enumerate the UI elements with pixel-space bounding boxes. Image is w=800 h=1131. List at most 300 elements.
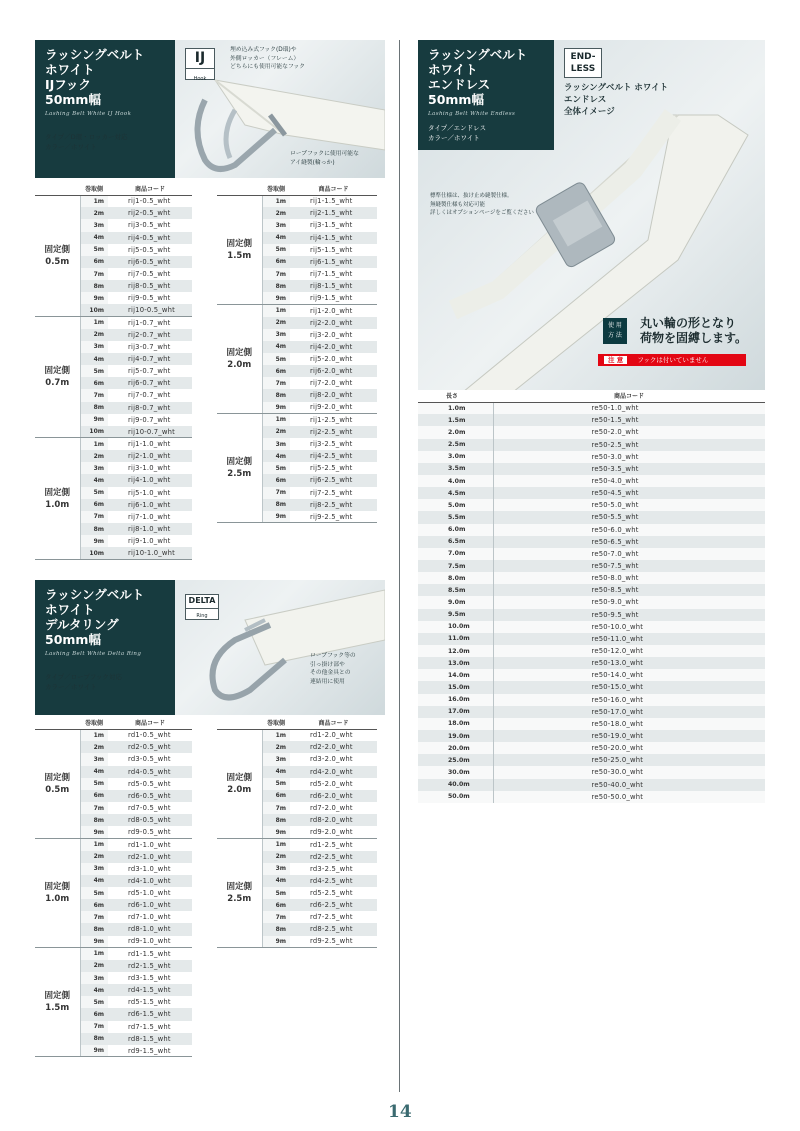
reel-length: 9m [262, 936, 290, 948]
delta-type: タイプ／ロープフック対応 [45, 673, 122, 681]
product-code: rij2-1.5_wht [290, 207, 377, 219]
column-divider [399, 40, 400, 1092]
product-code: re50-8.0_wht [493, 572, 765, 584]
belt-length: 5.5m [418, 511, 493, 523]
fixed-side-label [217, 838, 262, 947]
table-row [35, 729, 192, 741]
ij-hook-banner [35, 40, 385, 178]
ij-color: カラー／ホワイト [45, 143, 97, 151]
product-code: rd6-1.5_wht [108, 1008, 192, 1020]
ij-table-right [217, 183, 377, 523]
product-code: rij8-2.5_wht [290, 499, 377, 511]
ij-subtitle: Lashing Belt White IJ Hook [45, 111, 132, 117]
usage-label-line: 方 法 [608, 332, 622, 339]
reel-length: 2m [262, 207, 290, 219]
fixed-side-length: 1.0m [45, 894, 70, 905]
reel-length: 3m [80, 863, 108, 875]
table-row [418, 426, 765, 438]
product-code: rij7-2.5_wht [310, 488, 353, 497]
reel-length: 4m [262, 450, 290, 462]
reel-length: 1m [262, 304, 290, 316]
reel-length: 3m [80, 219, 108, 231]
product-code: rij7-1.5_wht [310, 270, 353, 279]
product-code: rd5-1.0_wht [128, 889, 171, 898]
belt-length: 6.5m [418, 536, 493, 548]
product-code: re50-7.0_wht [493, 548, 765, 560]
reel-length: 9m [262, 402, 290, 414]
product-code: rij8-0.5_wht [108, 280, 192, 292]
fixed-side-label-line: 固定側 [44, 772, 70, 783]
reel-length: 1m [80, 438, 108, 450]
belt-length: 50.0m [418, 791, 493, 803]
product-code: rd2-0.5_wht [108, 741, 192, 753]
product-code: re50-9.5_wht [493, 609, 765, 621]
product-code: rij6-1.5_wht [290, 256, 377, 268]
ij-note-top-line: 外側ロッカー（フレーム） [230, 55, 300, 62]
product-code: re50-2.0_wht [493, 426, 765, 438]
endless-caption-line: エンドレス [564, 95, 607, 105]
product-code: rd8-2.0_wht [290, 814, 377, 826]
table-row [418, 463, 765, 475]
product-code: rd7-1.5_wht [128, 1022, 171, 1031]
belt-length: 30.0m [418, 766, 493, 778]
ij-badge [185, 48, 215, 80]
reel-length: 7m [80, 268, 108, 280]
product-code: re50-1.0_wht [493, 402, 765, 414]
table-row [418, 475, 765, 487]
delta-title-line2: ホワイト [45, 602, 95, 617]
fixed-side-length: 1.5m [227, 250, 252, 261]
reel-length: 1m [80, 317, 108, 329]
product-code: rij9-0.7_wht [128, 415, 171, 424]
belt-length: 3.0m [418, 451, 493, 463]
product-code: rij3-1.5_wht [310, 221, 353, 230]
product-code: rd5-0.5_wht [128, 779, 171, 788]
fixed-side-label-line: 固定側 [44, 882, 70, 893]
product-code: re50-25.0_wht [493, 754, 765, 766]
reel-length: 5m [262, 778, 290, 790]
reel-length: 2m [262, 741, 290, 753]
header-empty [35, 717, 80, 729]
table-header [217, 183, 377, 195]
product-code: rd2-1.5_wht [108, 960, 192, 972]
delta-badge-sub: Ring [186, 608, 218, 622]
reel-length: 4m [80, 875, 108, 887]
belt-length: 1.5m [418, 414, 493, 426]
header-length: 巻取側 [262, 183, 290, 195]
product-code: rij1-2.5_wht [310, 415, 353, 424]
belt-length: 17.0m [418, 706, 493, 718]
reel-length: 1m [262, 729, 290, 741]
reel-length: 2m [80, 450, 108, 462]
product-code: rij5-0.7_wht [128, 367, 171, 376]
product-code: re50-6.5_wht [493, 536, 765, 548]
reel-length: 3m [262, 753, 290, 765]
ij-badge-main: IJ [194, 50, 206, 66]
product-code: rij4-2.5_wht [290, 450, 377, 462]
product-code: re50-40.0_wht [493, 779, 765, 791]
product-code: rd4-0.5_wht [108, 766, 192, 778]
reel-length: 3m [80, 972, 108, 984]
product-code: rd6-2.5_wht [290, 899, 377, 911]
reel-length: 8m [262, 814, 290, 826]
product-code: rd4-1.5_wht [108, 984, 192, 996]
product-code: rij8-1.5_wht [290, 280, 377, 292]
reel-length: 2m [262, 317, 290, 329]
ij-note-top [230, 46, 305, 72]
reel-length: 6m [80, 1008, 108, 1020]
product-code: re50-30.0_wht [493, 766, 765, 778]
endless-spec-note [430, 192, 534, 218]
endless-image-caption [564, 82, 668, 118]
ij-note-top-line: どちらにも使用可能なフック [230, 64, 305, 70]
product-code: rij1-1.0_wht [128, 440, 171, 449]
delta-badge [185, 594, 219, 620]
table-row [418, 645, 765, 657]
product-code: rij6-2.5_wht [290, 474, 377, 486]
belt-length: 4.0m [418, 475, 493, 487]
reel-length: 7m [262, 487, 290, 499]
product-code: re50-4.5_wht [493, 487, 765, 499]
header-empty [217, 717, 262, 729]
belt-length: 8.0m [418, 572, 493, 584]
belt-length: 9.5m [418, 609, 493, 621]
table-row [418, 524, 765, 536]
reel-length: 9m [262, 511, 290, 523]
reel-length: 7m [80, 389, 108, 401]
belt-length: 10.0m [418, 621, 493, 633]
header-length: 長さ [418, 390, 493, 402]
table-row [418, 609, 765, 621]
reel-length: 7m [262, 268, 290, 280]
table-row [418, 451, 765, 463]
header-code: 商品コード [290, 183, 377, 195]
delta-color: カラー／ホワイト [45, 683, 97, 691]
reel-length: 8m [262, 499, 290, 511]
reel-length: 7m [262, 802, 290, 814]
fixed-side-label-line: 固定側 [44, 366, 70, 377]
product-code: rd8-0.5_wht [108, 814, 192, 826]
fixed-side-label [217, 195, 262, 304]
reel-length: 9m [262, 826, 290, 838]
ij-note-bottom-line: アイ縫製(輪っか) [290, 159, 335, 166]
product-code: rij10-0.7_wht [108, 426, 192, 438]
product-code: rd7-2.0_wht [310, 804, 353, 813]
product-code: rd3-2.5_wht [310, 864, 353, 873]
endless-caution [598, 354, 746, 366]
reel-length: 3m [262, 438, 290, 450]
product-code: rij9-1.5_wht [290, 292, 377, 304]
product-code: rd8-1.0_wht [108, 923, 192, 935]
product-code: rij4-1.5_wht [290, 232, 377, 244]
belt-length: 3.5m [418, 463, 493, 475]
delta-note-line: その他金具との [310, 670, 351, 676]
reel-length: 3m [80, 753, 108, 765]
reel-length: 6m [80, 499, 108, 511]
reel-length: 4m [80, 232, 108, 244]
table-row [418, 633, 765, 645]
endless-table [418, 390, 765, 803]
reel-length: 4m [80, 474, 108, 486]
product-code: rij6-0.7_wht [108, 377, 192, 389]
belt-length: 20.0m [418, 742, 493, 754]
reel-length: 3m [262, 329, 290, 341]
fixed-side-length: 2.5m [227, 469, 252, 480]
reel-length: 1m [80, 729, 108, 741]
product-code: rij3-2.5_wht [310, 440, 353, 449]
product-code: re50-17.0_wht [493, 706, 765, 718]
product-code: rd8-1.5_wht [108, 1033, 192, 1045]
table-row [418, 499, 765, 511]
table-row [35, 838, 192, 850]
product-code: re50-5.0_wht [493, 499, 765, 511]
reel-length: 10m [80, 426, 108, 438]
delta-badge-main: DELTA [188, 596, 216, 605]
table-row [418, 766, 765, 778]
product-code: rij4-0.7_wht [108, 353, 192, 365]
reel-length: 2m [80, 960, 108, 972]
product-code: rd2-2.5_wht [290, 851, 377, 863]
product-code: rd9-2.5_wht [290, 936, 377, 948]
belt-length: 7.5m [418, 560, 493, 572]
delta-note-line: 引っ掛け部や [310, 661, 345, 668]
reel-length: 4m [262, 875, 290, 887]
table-row [418, 572, 765, 584]
reel-length: 4m [262, 232, 290, 244]
endless-color: カラー／ホワイト [428, 134, 480, 142]
caution-label: 注 意 [604, 356, 627, 364]
fixed-side-label-line: 固定側 [44, 991, 70, 1002]
belt-length: 18.0m [418, 718, 493, 730]
product-code: rd5-2.5_wht [310, 889, 353, 898]
fixed-side-length: 2.5m [227, 894, 252, 905]
endless-title-line1: ラッシングベルト [428, 47, 528, 62]
reel-length: 5m [80, 996, 108, 1008]
delta-title-box [35, 580, 175, 715]
table-row [217, 729, 377, 741]
reel-length: 1m [80, 948, 108, 960]
product-code: rd1-0.5_wht [128, 731, 171, 740]
belt-length: 16.0m [418, 694, 493, 706]
table-row [418, 694, 765, 706]
product-code: re50-6.0_wht [493, 524, 765, 536]
reel-length: 9m [80, 1045, 108, 1057]
header-code: 商品コード [108, 183, 192, 195]
product-code: re50-18.0_wht [493, 718, 765, 730]
product-code: rij5-2.0_wht [310, 355, 353, 364]
belt-length: 19.0m [418, 730, 493, 742]
product-code: rd7-1.0_wht [128, 913, 171, 922]
endless-caption-line: 全体イメージ [564, 107, 615, 117]
table-row [418, 742, 765, 754]
belt-length: 7.0m [418, 548, 493, 560]
product-code: re50-9.0_wht [493, 596, 765, 608]
product-code: rij7-0.7_wht [128, 391, 171, 400]
product-code: rij8-2.0_wht [290, 389, 377, 401]
product-code: rij7-2.0_wht [310, 379, 353, 388]
fixed-side-label [35, 195, 80, 316]
reel-length: 3m [262, 219, 290, 231]
fixed-side-label [35, 729, 80, 838]
product-code: rij9-0.5_wht [128, 294, 171, 303]
delta-title-line3: デルタリング [45, 617, 119, 632]
product-code: re50-5.5_wht [493, 511, 765, 523]
product-code: rd5-2.0_wht [310, 779, 353, 788]
reel-length: 5m [80, 487, 108, 499]
belt-length: 12.0m [418, 645, 493, 657]
fixed-side-label [217, 729, 262, 838]
fixed-side-length: 0.5m [45, 784, 70, 795]
reel-length: 1m [80, 838, 108, 850]
product-code: rd6-2.0_wht [290, 790, 377, 802]
reel-length: 4m [80, 353, 108, 365]
product-code: rd1-1.5_wht [128, 949, 171, 958]
reel-length: 7m [80, 1021, 108, 1033]
product-code: rij5-0.5_wht [128, 245, 171, 254]
product-code: rij1-1.5_wht [310, 197, 353, 206]
ij-note-bottom [290, 150, 359, 167]
reel-length: 3m [262, 863, 290, 875]
reel-length: 4m [262, 341, 290, 353]
ij-title-line3: IJフック [45, 77, 91, 92]
table-row [418, 560, 765, 572]
product-code: rij5-2.5_wht [310, 464, 353, 473]
reel-length: 3m [80, 462, 108, 474]
endless-spec-line: 無縫製仕様も対応可能 [430, 201, 486, 208]
product-code: rij1-0.5_wht [128, 197, 171, 206]
product-code: re50-50.0_wht [493, 791, 765, 803]
product-code: re50-13.0_wht [493, 657, 765, 669]
product-code: rij3-0.7_wht [128, 342, 171, 351]
product-code: rij8-0.7_wht [108, 402, 192, 414]
ij-title-box [35, 40, 175, 178]
product-code: re50-8.5_wht [493, 584, 765, 596]
reel-length: 9m [80, 535, 108, 547]
product-code: rij7-1.0_wht [128, 512, 171, 521]
belt-length: 8.5m [418, 584, 493, 596]
product-code: rd2-2.0_wht [290, 741, 377, 753]
product-code: re50-7.5_wht [493, 560, 765, 572]
reel-length: 10m [80, 304, 108, 316]
reel-length: 2m [80, 207, 108, 219]
reel-length: 7m [262, 911, 290, 923]
ij-title-line2: ホワイト [45, 62, 95, 77]
table-row [35, 195, 192, 207]
product-code: rd3-0.5_wht [128, 755, 171, 764]
belt-length: 9.0m [418, 596, 493, 608]
product-code: rij3-2.0_wht [310, 330, 353, 339]
reel-length: 6m [80, 790, 108, 802]
fixed-side-length: 1.5m [45, 1003, 70, 1014]
reel-length: 6m [262, 256, 290, 268]
product-code: rij2-0.5_wht [108, 207, 192, 219]
product-code: rij2-2.0_wht [290, 317, 377, 329]
product-code: re50-10.0_wht [493, 621, 765, 633]
reel-length: 9m [80, 292, 108, 304]
table-row [217, 304, 377, 316]
fixed-side-label [35, 438, 80, 559]
product-code: rij9-2.5_wht [290, 511, 377, 523]
table-row [418, 596, 765, 608]
product-code: rd9-2.0_wht [290, 826, 377, 838]
product-code: re50-12.0_wht [493, 645, 765, 657]
endless-type-desc [428, 123, 554, 143]
product-code: rd1-1.0_wht [128, 840, 171, 849]
endless-caption-line: ラッシングベルト ホワイト [564, 83, 669, 93]
delta-note-line: ロープフック等の [310, 653, 356, 659]
product-code: rd7-0.5_wht [128, 804, 171, 813]
endless-subtitle: Lashing Belt White Endless [428, 111, 516, 117]
reel-length: 6m [262, 899, 290, 911]
reel-length: 4m [80, 984, 108, 996]
product-code: re50-3.5_wht [493, 463, 765, 475]
endless-title-line2: ホワイト [428, 62, 478, 77]
table-row [418, 584, 765, 596]
delta-title-line1: ラッシングベルト [45, 587, 145, 602]
endless-badge-line2: LESS [570, 64, 596, 74]
endless-badge-line1: END- [570, 52, 596, 62]
table-header [418, 390, 765, 402]
delta-title-line4: 50mm幅 [45, 632, 101, 647]
header-empty [217, 183, 262, 195]
belt-length: 2.5m [418, 439, 493, 451]
product-code: rij5-1.0_wht [128, 488, 171, 497]
product-code: rd4-2.0_wht [290, 766, 377, 778]
header-code: 商品コード [290, 717, 377, 729]
product-code: rij5-1.5_wht [310, 245, 353, 254]
endless-banner [418, 40, 765, 392]
product-code: rd6-0.5_wht [108, 790, 192, 802]
header-length: 巻取側 [262, 717, 290, 729]
header-code: 商品コード [108, 717, 192, 729]
delta-table-right [217, 717, 377, 948]
reel-length: 6m [80, 377, 108, 389]
reel-length: 5m [80, 244, 108, 256]
belt-length: 6.0m [418, 524, 493, 536]
reel-length: 6m [80, 256, 108, 268]
product-code: rij2-1.0_wht [108, 450, 192, 462]
fixed-side-label-line: 固定側 [44, 244, 70, 255]
product-code: rd5-1.5_wht [128, 998, 171, 1007]
reel-length: 8m [80, 923, 108, 935]
reel-length: 8m [80, 814, 108, 826]
product-code: rd4-2.5_wht [290, 875, 377, 887]
reel-length: 8m [262, 280, 290, 292]
endless-spec-line: 詳しくはオプションページをご覧ください [430, 210, 534, 216]
reel-length: 6m [80, 899, 108, 911]
table-row [217, 195, 377, 207]
product-code: rij8-1.0_wht [108, 523, 192, 535]
table-row [418, 402, 765, 414]
product-code: rij1-2.0_wht [310, 306, 353, 315]
product-code: rd3-1.5_wht [128, 974, 171, 983]
product-code: rij2-0.7_wht [108, 329, 192, 341]
product-code: rd8-2.5_wht [290, 923, 377, 935]
fixed-side-length: 0.5m [45, 256, 70, 267]
delta-ring-banner [35, 580, 385, 715]
belt-length: 25.0m [418, 754, 493, 766]
product-code: rd4-1.0_wht [108, 875, 192, 887]
reel-length: 6m [262, 474, 290, 486]
reel-length: 8m [262, 389, 290, 401]
product-code: re50-1.5_wht [493, 414, 765, 426]
page-number: 14 [388, 1102, 412, 1122]
belt-length: 14.0m [418, 669, 493, 681]
product-code: rij7-0.5_wht [128, 270, 171, 279]
product-code: rij2-2.5_wht [290, 426, 377, 438]
fixed-side-length: 0.7m [45, 378, 70, 389]
table-row [418, 681, 765, 693]
